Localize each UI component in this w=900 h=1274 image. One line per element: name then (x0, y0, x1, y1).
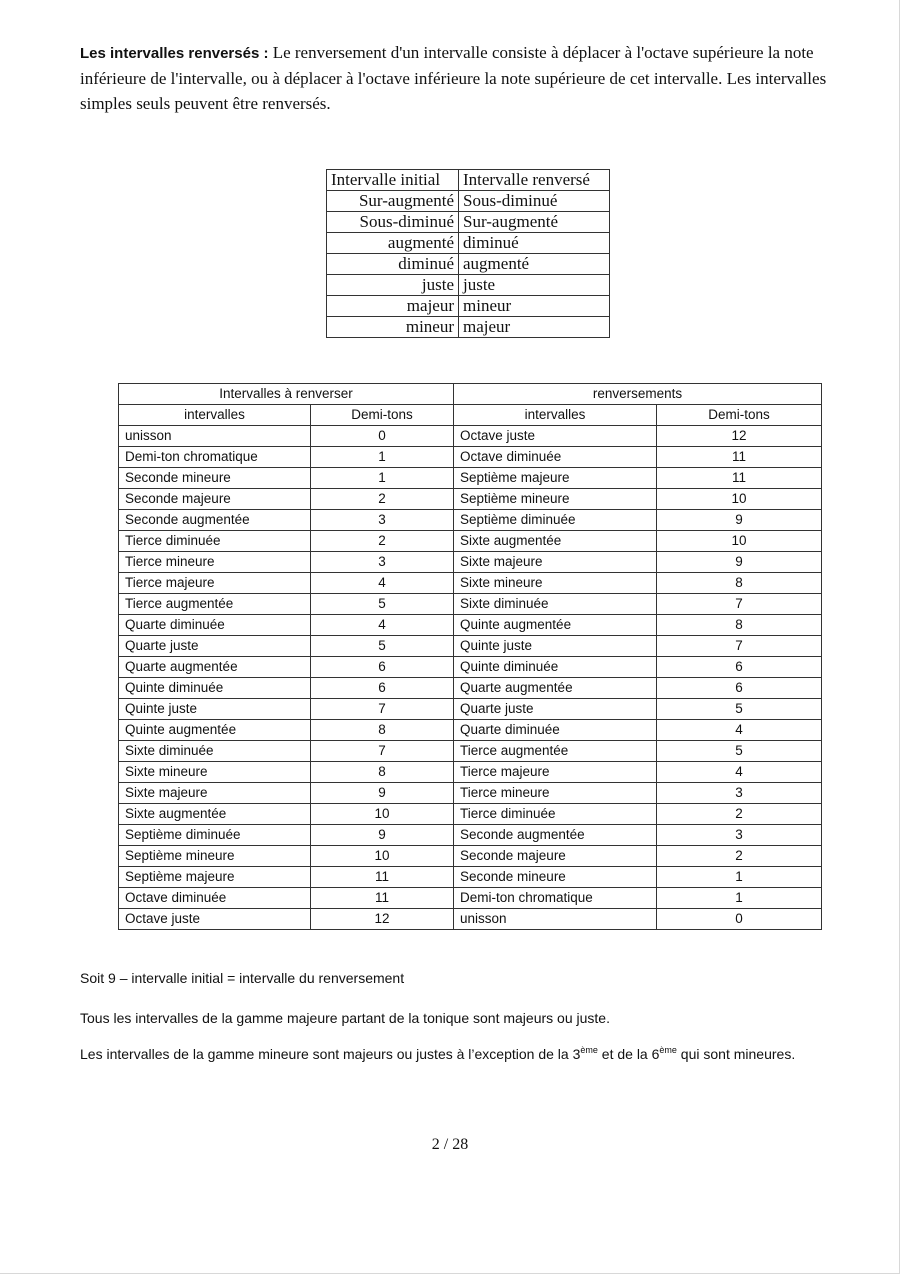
semitones-cell: 0 (311, 426, 454, 447)
inverted-semitones-cell: 6 (657, 657, 822, 678)
interval-cell: Quinte juste (119, 699, 311, 720)
interval-cell: Seconde mineure (119, 468, 311, 489)
inverted-interval-cell: Sixte mineure (454, 573, 657, 594)
semitones-cell: 1 (311, 447, 454, 468)
quality-inverted-cell: augmenté (459, 254, 610, 275)
minor-scale-note (80, 1042, 840, 1066)
table-row (119, 573, 822, 594)
interval-cell: Seconde majeure (119, 489, 311, 510)
col-header-semitones: Demi-tons (311, 405, 454, 426)
table-row (119, 615, 822, 636)
semitones-cell: 5 (311, 636, 454, 657)
inverted-semitones-cell: 12 (657, 426, 822, 447)
minor-note-part2: et de la 6 (597, 1046, 660, 1062)
inverted-semitones-cell: 10 (657, 489, 822, 510)
quality-initial-cell: juste (327, 275, 459, 296)
inverted-interval-cell: Sixte majeure (454, 552, 657, 573)
table-row (119, 762, 822, 783)
quality-table-row (327, 275, 610, 296)
quality-inverted-cell: Sous-diminué (459, 191, 610, 212)
inverted-interval-cell: Demi-ton chromatique (454, 888, 657, 909)
inversion-column-header-row (119, 405, 822, 426)
quality-initial-cell: Sur-augmenté (327, 191, 459, 212)
interval-cell: Septième mineure (119, 846, 311, 867)
inverted-interval-cell: Septième mineure (454, 489, 657, 510)
inverted-interval-cell: Tierce augmentée (454, 741, 657, 762)
interval-cell: Sixte majeure (119, 783, 311, 804)
interval-cell: Septième majeure (119, 867, 311, 888)
semitones-cell: 2 (311, 489, 454, 510)
inverted-interval-cell: Tierce diminuée (454, 804, 657, 825)
semitones-cell: 9 (311, 825, 454, 846)
inverted-semitones-cell: 11 (657, 447, 822, 468)
inverted-semitones-cell: 6 (657, 678, 822, 699)
minor-note-part3: qui sont mineures. (676, 1046, 796, 1062)
interval-cell: Quarte augmentée (119, 657, 311, 678)
superscript-ordinal: ème (580, 1045, 598, 1055)
semitones-cell: 3 (311, 510, 454, 531)
inverted-interval-cell: Quinte augmentée (454, 615, 657, 636)
quality-header-inverted: Intervalle renversé (459, 170, 610, 191)
quality-table-row (327, 317, 610, 338)
inverted-interval-cell: unisson (454, 909, 657, 930)
table-row (119, 552, 822, 573)
table-row (119, 489, 822, 510)
inverted-semitones-cell: 8 (657, 573, 822, 594)
semitones-cell: 8 (311, 762, 454, 783)
quality-table-row (327, 233, 610, 254)
interval-cell: Quarte juste (119, 636, 311, 657)
inverted-interval-cell: Tierce majeure (454, 762, 657, 783)
formula-note: Soit 9 – intervalle initial = intervalle du renversement (80, 970, 405, 986)
inverted-interval-cell: Tierce mineure (454, 783, 657, 804)
quality-initial-cell: augmenté (327, 233, 459, 254)
inverted-semitones-cell: 3 (657, 825, 822, 846)
quality-table-header-row (327, 170, 610, 191)
inverted-interval-cell: Septième diminuée (454, 510, 657, 531)
quality-inverted-cell: mineur (459, 296, 610, 317)
superscript-ordinal: ème (659, 1045, 677, 1055)
inverted-semitones-cell: 0 (657, 909, 822, 930)
inverted-interval-cell: Seconde mineure (454, 867, 657, 888)
semitones-cell: 4 (311, 615, 454, 636)
quality-inverted-cell: majeur (459, 317, 610, 338)
inverted-interval-cell: Septième majeure (454, 468, 657, 489)
interval-cell: Septième diminuée (119, 825, 311, 846)
semitones-cell: 5 (311, 594, 454, 615)
quality-header-initial: Intervalle initial (327, 170, 459, 191)
table-row (119, 678, 822, 699)
inverted-semitones-cell: 1 (657, 867, 822, 888)
semitones-cell: 7 (311, 699, 454, 720)
quality-table-row (327, 254, 610, 275)
inverted-semitones-cell: 9 (657, 510, 822, 531)
inverted-semitones-cell: 5 (657, 741, 822, 762)
interval-cell: Octave juste (119, 909, 311, 930)
table-row (119, 804, 822, 825)
quality-table-row (327, 191, 610, 212)
table-row (119, 741, 822, 762)
semitones-cell: 4 (311, 573, 454, 594)
interval-cell: Demi-ton chromatique (119, 447, 311, 468)
interval-cell: Sixte augmentée (119, 804, 311, 825)
inverted-interval-cell: Quarte augmentée (454, 678, 657, 699)
interval-cell: Quinte diminuée (119, 678, 311, 699)
table-row (119, 636, 822, 657)
interval-cell: Tierce augmentée (119, 594, 311, 615)
inverted-semitones-cell: 8 (657, 615, 822, 636)
table-row (119, 594, 822, 615)
semitones-cell: 3 (311, 552, 454, 573)
inverted-interval-cell: Octave diminuée (454, 447, 657, 468)
semitones-cell: 12 (311, 909, 454, 930)
quality-initial-cell: diminué (327, 254, 459, 275)
inverted-interval-cell: Sixte diminuée (454, 594, 657, 615)
interval-inversion-table (118, 383, 822, 930)
interval-cell: Sixte diminuée (119, 741, 311, 762)
interval-cell: Quinte augmentée (119, 720, 311, 741)
group-header-inversions: renversements (454, 384, 822, 405)
semitones-cell: 10 (311, 846, 454, 867)
semitones-cell: 10 (311, 804, 454, 825)
inverted-semitones-cell: 7 (657, 636, 822, 657)
group-header-to-invert: Intervalles à renverser (119, 384, 454, 405)
interval-cell: Tierce majeure (119, 573, 311, 594)
table-row (119, 657, 822, 678)
quality-initial-cell: Sous-diminué (327, 212, 459, 233)
inverted-semitones-cell: 5 (657, 699, 822, 720)
table-row (119, 846, 822, 867)
inverted-semitones-cell: 4 (657, 762, 822, 783)
col-header-inverted-intervals: intervalles (454, 405, 657, 426)
semitones-cell: 6 (311, 657, 454, 678)
quality-table-row (327, 296, 610, 317)
table-row (119, 699, 822, 720)
semitones-cell: 1 (311, 468, 454, 489)
quality-inverted-cell: Sur-augmenté (459, 212, 610, 233)
quality-inverted-cell: diminué (459, 233, 610, 254)
quality-inverted-cell: juste (459, 275, 610, 296)
table-row (119, 783, 822, 804)
table-row (119, 510, 822, 531)
major-scale-note: Tous les intervalles de la gamme majeure partant de la tonique sont majeurs ou juste. (80, 1010, 610, 1026)
inversion-group-header-row (119, 384, 822, 405)
table-row (119, 468, 822, 489)
semitones-cell: 11 (311, 867, 454, 888)
table-row (119, 825, 822, 846)
quality-table-row (327, 212, 610, 233)
semitones-cell: 11 (311, 888, 454, 909)
inverted-semitones-cell: 4 (657, 720, 822, 741)
inverted-semitones-cell: 9 (657, 552, 822, 573)
inversion-table-body (119, 426, 822, 930)
inverted-interval-cell: Sixte augmentée (454, 531, 657, 552)
table-row (119, 867, 822, 888)
inverted-semitones-cell: 1 (657, 888, 822, 909)
intro-paragraph (80, 40, 850, 116)
table-row (119, 888, 822, 909)
interval-cell: Tierce diminuée (119, 531, 311, 552)
inverted-semitones-cell: 2 (657, 804, 822, 825)
minor-note-part1: Les intervalles de la gamme mineure sont majeurs ou justes à l’exception de la 3 (80, 1046, 581, 1062)
inverted-semitones-cell: 7 (657, 594, 822, 615)
interval-cell: Octave diminuée (119, 888, 311, 909)
inverted-semitones-cell: 10 (657, 531, 822, 552)
inverted-semitones-cell: 2 (657, 846, 822, 867)
inverted-interval-cell: Quarte diminuée (454, 720, 657, 741)
inverted-interval-cell: Quinte diminuée (454, 657, 657, 678)
table-row (119, 447, 822, 468)
inverted-interval-cell: Quinte juste (454, 636, 657, 657)
col-header-intervals: intervalles (119, 405, 311, 426)
interval-cell: Tierce mineure (119, 552, 311, 573)
semitones-cell: 9 (311, 783, 454, 804)
quality-initial-cell: mineur (327, 317, 459, 338)
inverted-interval-cell: Seconde augmentée (454, 825, 657, 846)
table-row (119, 426, 822, 447)
table-row (119, 531, 822, 552)
interval-cell: Sixte mineure (119, 762, 311, 783)
inverted-interval-cell: Octave juste (454, 426, 657, 447)
col-header-inverted-semitones: Demi-tons (657, 405, 822, 426)
inverted-interval-cell: Quarte juste (454, 699, 657, 720)
semitones-cell: 2 (311, 531, 454, 552)
quality-initial-cell: majeur (327, 296, 459, 317)
semitones-cell: 6 (311, 678, 454, 699)
notes-section (80, 966, 840, 1066)
inverted-semitones-cell: 11 (657, 468, 822, 489)
semitones-cell: 7 (311, 741, 454, 762)
inverted-semitones-cell: 3 (657, 783, 822, 804)
interval-cell: Quarte diminuée (119, 615, 311, 636)
semitones-cell: 8 (311, 720, 454, 741)
table-row (119, 909, 822, 930)
interval-cell: Seconde augmentée (119, 510, 311, 531)
intro-lead: Les intervalles renversés : (80, 45, 269, 62)
quality-inversion-table (326, 169, 610, 338)
inverted-interval-cell: Seconde majeure (454, 846, 657, 867)
page-number: 2 / 28 (431, 1136, 469, 1153)
table-row (119, 720, 822, 741)
interval-cell: unisson (119, 426, 311, 447)
intro-text: Le renversement d'un intervalle consiste à déplacer à l'octave supérieure la note inférieure de l'intervalle, ou à déplacer à l'octave inférieure la note supérieure de cet intervalle. Les intervalles simples seuls peuvent être renversés. (80, 43, 827, 113)
